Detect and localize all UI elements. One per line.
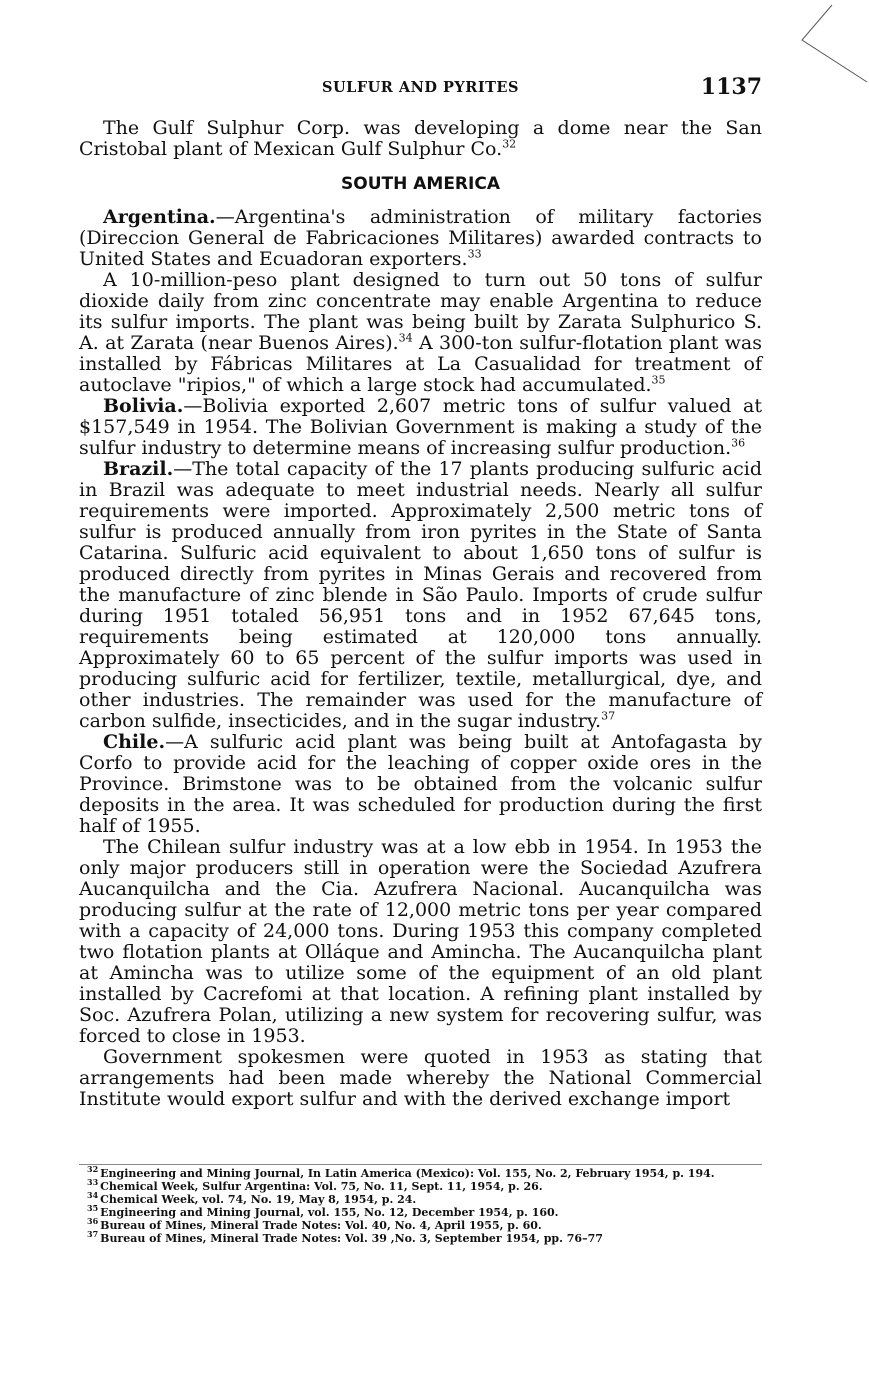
- footnote: [79, 1177, 762, 1193]
- footnote-number: 36: [87, 1216, 99, 1227]
- footnote: [79, 1203, 762, 1219]
- footnote-text: Chemical Week, Sulfur Argentina: Vol. 75, No. 11, Sept. 11, 1954, p. 26.: [100, 1180, 543, 1193]
- body-text: [79, 118, 762, 1110]
- footnote: [79, 1229, 762, 1245]
- bolivia-paragraph: [79, 396, 762, 459]
- footnote-ref: 36: [731, 436, 746, 450]
- footnote-number: 35: [87, 1203, 99, 1214]
- argentina-paragraph-1: [79, 207, 762, 270]
- country-heading-argentina: Argentina.: [103, 206, 216, 228]
- footnote-text: Chemical Week, vol. 74, No. 19, May 8, 1954, p. 24.: [100, 1193, 417, 1206]
- page-header: [79, 74, 762, 104]
- running-head: SULFUR AND PYRITES: [322, 79, 519, 96]
- footnote-ref: 34: [398, 331, 413, 345]
- brazil-paragraph: [79, 459, 762, 732]
- footnote-number: 37: [87, 1229, 99, 1240]
- footnote: [79, 1216, 762, 1232]
- footnote-number: 32: [87, 1164, 99, 1175]
- page-number: 1137: [700, 74, 762, 100]
- argentina-text-2b: A 300-ton sulfur-flotation plant was installed by Fábricas Militares at La Casualidad for treatment of autoclave "ripios," of which a large stock had accumulated.: [79, 332, 763, 396]
- intro-paragraph: [79, 118, 762, 160]
- footnote-text: Engineering and Mining Journal, vol. 155, No. 12, December 1954, p. 160.: [100, 1206, 559, 1219]
- intro-text: The Gulf Sulphur Corp. was developing a dome near the San Cristobal plant of Mexican Gulf Sulphur Co.: [79, 117, 762, 160]
- bolivia-text: —Bolivia exported 2,607 metric tons of sulfur valued at $157,549 in 1954. The Bolivian Government is making a study of the sulfur industry to determine means of increasing sulfur production.: [79, 395, 762, 459]
- footnote: [79, 1190, 762, 1206]
- argentina-text-1: —Argentina's administration of military factories (Direccion General de Fabricaciones Militares) awarded contracts to United States and Ecuadoran exporters.: [79, 206, 762, 270]
- footnote-ref: 33: [467, 247, 482, 261]
- scan-corner-mark: [800, 0, 869, 110]
- footnote-number: 34: [87, 1190, 99, 1201]
- footnotes: [79, 1164, 762, 1245]
- argentina-paragraph-2: [79, 270, 762, 396]
- footnote-ref: 32: [502, 137, 517, 151]
- brazil-text: —The total capacity of the 17 plants producing sulfuric acid in Brazil was adequate to meet industrial needs. Nearly all sulfur requirements were imported. Approximately 2,500 metric tons of sulfur is produced annually from iron pyrites in the State of Santa Catarina. Sulfuric acid equivalent to about 1,650 tons of sulfur is produced directly from pyrites in Minas Gerais and recovered from the manufacture of zinc blende in São Paulo. Imports of crude sulfur during 1951 totaled 56,951 tons and in 1952 67,645 tons, requirements being estimated at 120,000 tons annually. Approximately 60 to 65 percent of the sulfur imports was used in producing sulfuric acid for fertilizer, textile, metallurgical, dye, and other industries. The remainder was used for the manufacture of carbon sulfide, insecticides, and in the sugar industry.: [79, 458, 762, 732]
- footnote-ref: 37: [601, 709, 616, 723]
- footnote-ref: 35: [651, 373, 666, 387]
- footnote-text: Bureau of Mines, Mineral Trade Notes: Vol. 39 ,No. 3, September 1954, pp. 76–77: [100, 1232, 603, 1245]
- footnote: [79, 1164, 762, 1180]
- footnote-number: 33: [87, 1177, 99, 1188]
- argentina-text-2a: A 10-million-peso plant designed to turn out 50 tons of sulfur dioxide daily from zinc concentrate may enable Argentina to reduce its sulfur imports. The plant was being built by Zarata Sulphurico S. A. at Zarata (near Buenos Aires).: [79, 269, 762, 354]
- chile-paragraph-1: [79, 732, 762, 837]
- section-heading: SOUTH AMERICA: [341, 174, 500, 194]
- footnote-text: Engineering and Mining Journal, In Latin America (Mexico): Vol. 155, No. 2, February 1954, p. 194.: [100, 1167, 715, 1180]
- footnote-text: Bureau of Mines, Mineral Trade Notes: Vol. 40, No. 4, April 1955, p. 60.: [100, 1219, 542, 1232]
- country-heading-chile: Chile.: [103, 731, 166, 753]
- chile-paragraph-3: Government spokesmen were quoted in 1953 as stating that arrangements had been made whereby the National Commercial Institute would export sulfur and with the derived exchange import: [79, 1046, 762, 1110]
- chile-paragraph-2: The Chilean sulfur industry was at a low ebb in 1954. In 1953 the only major producers still in operation were the Sociedad Azufrera Aucanquilcha and the Cia. Azufrera Nacional. Aucanquilcha was producing sulfur at the rate of 12,000 metric tons per year compared with a capacity of 24,000 tons. During 1953 this company completed two flotation plants at Olláque and Amincha. The Aucanquilcha plant at Amincha was to utilize some of the equipment of an old plant installed by Cacrefomi at that location. A refining plant installed by Soc. Azufrera Polan, utilizing a new system for recovering sulfur, was forced to close in 1953.: [79, 836, 762, 1047]
- country-heading-bolivia: Bolivia.: [103, 395, 184, 417]
- chile-text-1: —A sulfuric acid plant was being built at Antofagasta by Corfo to provide acid for the leaching of copper oxide ores in the Province. Brimstone was to be obtained from the volcanic sulfur deposits in the area. It was scheduled for production during the first half of 1955.: [79, 731, 762, 837]
- country-heading-brazil: Brazil.: [103, 458, 174, 480]
